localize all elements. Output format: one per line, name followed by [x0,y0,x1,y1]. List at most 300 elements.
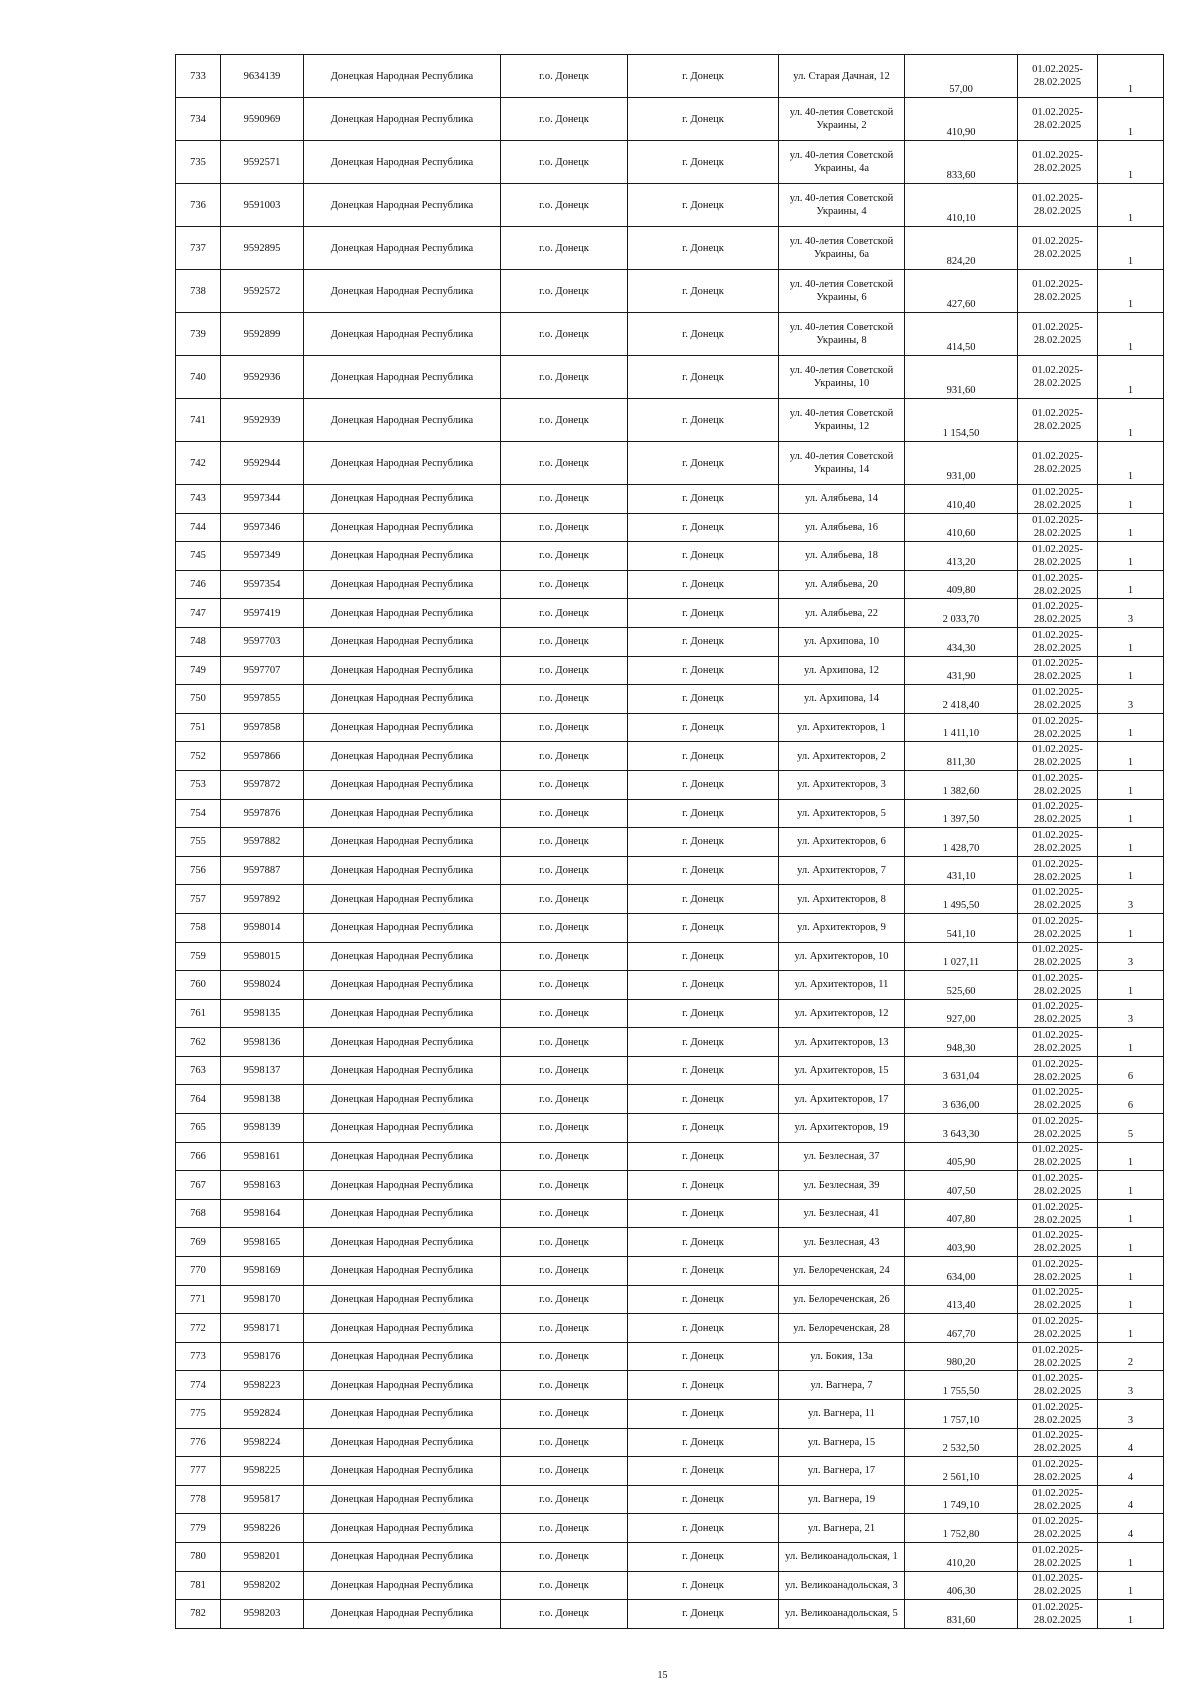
count-cell: 1 [1098,913,1164,942]
count-cell: 3 [1098,999,1164,1028]
object-id-cell: 9592899 [221,313,304,356]
address-cell: ул. Вагнера, 17 [779,1457,905,1486]
table-row [176,656,1164,685]
address-cell: ул. Архитекторов, 2 [779,742,905,771]
city-cell: г. Донецк [628,1314,779,1343]
city-cell: г. Донецк [628,356,779,399]
count-cell: 1 [1098,1257,1164,1286]
region-cell: Донецкая Народная Республика [304,770,501,799]
address-cell: ул. 40-летия Советской Украины, 4а [779,141,905,184]
region-cell: Донецкая Народная Республика [304,1371,501,1400]
object-id-cell: 9598224 [221,1428,304,1457]
row-number-cell: 761 [176,999,221,1028]
district-cell: г.о. Донецк [501,656,628,685]
area-cell: 1 755,50 [905,1371,1018,1400]
address-cell: ул. Белореченская, 28 [779,1314,905,1343]
period-cell: 01.02.2025-28.02.2025 [1018,799,1098,828]
period-cell: 01.02.2025-28.02.2025 [1018,227,1098,270]
period-cell: 01.02.2025-28.02.2025 [1018,656,1098,685]
area-cell: 1 382,60 [905,770,1018,799]
table-row [176,485,1164,514]
city-cell: г. Донецк [628,856,779,885]
period-cell: 01.02.2025-28.02.2025 [1018,770,1098,799]
city-cell: г. Донецк [628,270,779,313]
region-cell: Донецкая Народная Республика [304,1257,501,1286]
period-cell: 01.02.2025-28.02.2025 [1018,141,1098,184]
address-cell: ул. Архитекторов, 17 [779,1085,905,1114]
address-cell: ул. Архитекторов, 8 [779,885,905,914]
period-cell: 01.02.2025-28.02.2025 [1018,1199,1098,1228]
region-cell: Донецкая Народная Республика [304,184,501,227]
area-cell: 3 636,00 [905,1085,1018,1114]
city-cell: г. Донецк [628,1228,779,1257]
count-cell: 1 [1098,1571,1164,1600]
district-cell: г.о. Донецк [501,999,628,1028]
city-cell: г. Донецк [628,685,779,714]
table-row [176,542,1164,571]
object-id-cell: 9592895 [221,227,304,270]
address-cell: ул. Вагнера, 11 [779,1400,905,1429]
area-cell: 1 411,10 [905,713,1018,742]
row-number-cell: 780 [176,1542,221,1571]
area-cell: 409,80 [905,570,1018,599]
table-row [176,742,1164,771]
area-cell: 414,50 [905,313,1018,356]
object-id-cell: 9598203 [221,1600,304,1629]
period-cell: 01.02.2025-28.02.2025 [1018,313,1098,356]
row-number-cell: 742 [176,442,221,485]
city-cell: г. Донецк [628,942,779,971]
address-cell: ул. Архитекторов, 13 [779,1028,905,1057]
city-cell: г. Донецк [628,442,779,485]
district-cell: г.о. Донецк [501,356,628,399]
city-cell: г. Донецк [628,971,779,1000]
region-cell: Донецкая Народная Республика [304,542,501,571]
object-id-cell: 9598225 [221,1457,304,1486]
count-cell: 1 [1098,570,1164,599]
object-id-cell: 9597354 [221,570,304,599]
area-cell: 467,70 [905,1314,1018,1343]
city-cell: г. Донецк [628,1056,779,1085]
count-cell: 1 [1098,313,1164,356]
period-cell: 01.02.2025-28.02.2025 [1018,1542,1098,1571]
count-cell: 1 [1098,713,1164,742]
table-row [176,1028,1164,1057]
count-cell: 3 [1098,885,1164,914]
district-cell: г.о. Донецк [501,1142,628,1171]
region-cell: Донецкая Народная Республика [304,1028,501,1057]
city-cell: г. Донецк [628,55,779,98]
district-cell: г.о. Донецк [501,1400,628,1429]
object-id-cell: 9634139 [221,55,304,98]
count-cell: 1 [1098,656,1164,685]
row-number-cell: 773 [176,1342,221,1371]
city-cell: г. Донецк [628,1514,779,1543]
table-row [176,1600,1164,1629]
area-cell: 931,60 [905,356,1018,399]
address-cell: ул. 40-летия Советской Украины, 6 [779,270,905,313]
district-cell: г.о. Донецк [501,742,628,771]
row-number-cell: 762 [176,1028,221,1057]
table-row [176,98,1164,141]
object-id-cell: 9598014 [221,913,304,942]
row-number-cell: 767 [176,1171,221,1200]
city-cell: г. Донецк [628,1199,779,1228]
city-cell: г. Донецк [628,1342,779,1371]
address-cell: ул. Безлесная, 37 [779,1142,905,1171]
city-cell: г. Донецк [628,999,779,1028]
area-cell: 1 757,10 [905,1400,1018,1429]
count-cell: 1 [1098,971,1164,1000]
table-row [176,627,1164,656]
region-cell: Донецкая Народная Республика [304,1542,501,1571]
address-cell: ул. Архитекторов, 1 [779,713,905,742]
region-cell: Донецкая Народная Республика [304,1228,501,1257]
row-number-cell: 771 [176,1285,221,1314]
area-cell: 407,80 [905,1199,1018,1228]
region-cell: Донецкая Народная Республика [304,570,501,599]
object-id-cell: 9598136 [221,1028,304,1057]
table-row [176,227,1164,270]
region-cell: Донецкая Народная Республика [304,270,501,313]
count-cell: 3 [1098,685,1164,714]
area-cell: 1 154,50 [905,399,1018,442]
object-id-cell: 9598137 [221,1056,304,1085]
table-row [176,1171,1164,1200]
row-number-cell: 775 [176,1400,221,1429]
region-cell: Донецкая Народная Республика [304,1285,501,1314]
region-cell: Донецкая Народная Республика [304,1085,501,1114]
region-cell: Донецкая Народная Республика [304,1199,501,1228]
district-cell: г.о. Донецк [501,55,628,98]
row-number-cell: 776 [176,1428,221,1457]
address-cell: ул. Архитекторов, 7 [779,856,905,885]
table-row [176,1457,1164,1486]
count-cell: 1 [1098,799,1164,828]
count-cell: 1 [1098,542,1164,571]
region-cell: Донецкая Народная Республика [304,1400,501,1429]
area-cell: 434,30 [905,627,1018,656]
period-cell: 01.02.2025-28.02.2025 [1018,942,1098,971]
region-cell: Донецкая Народная Республика [304,1428,501,1457]
region-cell: Донецкая Народная Республика [304,742,501,771]
address-cell: ул. 40-летия Советской Украины, 10 [779,356,905,399]
address-cell: ул. 40-летия Советской Украины, 6а [779,227,905,270]
table-row [176,913,1164,942]
row-number-cell: 770 [176,1257,221,1286]
table-row [176,1228,1164,1257]
address-cell: ул. Бокия, 13а [779,1342,905,1371]
object-id-cell: 9598171 [221,1314,304,1343]
district-cell: г.о. Донецк [501,685,628,714]
table-row [176,1257,1164,1286]
object-id-cell: 9597349 [221,542,304,571]
area-cell: 927,00 [905,999,1018,1028]
address-cell: ул. Вагнера, 19 [779,1485,905,1514]
address-cell: ул. Безлесная, 41 [779,1199,905,1228]
city-cell: г. Донецк [628,770,779,799]
district-cell: г.о. Донецк [501,1028,628,1057]
period-cell: 01.02.2025-28.02.2025 [1018,999,1098,1028]
area-cell: 2 561,10 [905,1457,1018,1486]
row-number-cell: 741 [176,399,221,442]
district-cell: г.о. Донецк [501,1428,628,1457]
city-cell: г. Донецк [628,570,779,599]
city-cell: г. Донецк [628,1400,779,1429]
area-cell: 431,10 [905,856,1018,885]
period-cell: 01.02.2025-28.02.2025 [1018,1314,1098,1343]
district-cell: г.о. Донецк [501,570,628,599]
district-cell: г.о. Донецк [501,399,628,442]
district-cell: г.о. Донецк [501,513,628,542]
city-cell: г. Донецк [628,1542,779,1571]
object-id-cell: 9597419 [221,599,304,628]
row-number-cell: 754 [176,799,221,828]
period-cell: 01.02.2025-28.02.2025 [1018,1285,1098,1314]
district-cell: г.о. Донецк [501,1314,628,1343]
address-cell: ул. Алябьева, 20 [779,570,905,599]
area-cell: 824,20 [905,227,1018,270]
period-cell: 01.02.2025-28.02.2025 [1018,1428,1098,1457]
district-cell: г.о. Донецк [501,599,628,628]
table-row [176,770,1164,799]
address-cell: ул. Белореченская, 26 [779,1285,905,1314]
object-id-cell: 9591003 [221,184,304,227]
row-number-cell: 759 [176,942,221,971]
region-cell: Донецкая Народная Республика [304,971,501,1000]
object-id-cell: 9598176 [221,1342,304,1371]
region-cell: Донецкая Народная Республика [304,1514,501,1543]
city-cell: г. Донецк [628,1114,779,1143]
object-id-cell: 9592939 [221,399,304,442]
row-number-cell: 744 [176,513,221,542]
city-cell: г. Донецк [628,485,779,514]
address-cell: ул. Алябьева, 18 [779,542,905,571]
address-cell: ул. Алябьева, 16 [779,513,905,542]
object-id-cell: 9592571 [221,141,304,184]
object-id-cell: 9590969 [221,98,304,141]
region-cell: Донецкая Народная Республика [304,1342,501,1371]
object-id-cell: 9592824 [221,1400,304,1429]
period-cell: 01.02.2025-28.02.2025 [1018,713,1098,742]
district-cell: г.о. Донецк [501,856,628,885]
area-cell: 831,60 [905,1600,1018,1629]
object-id-cell: 9598226 [221,1514,304,1543]
page-number: 15 [657,1670,668,1681]
table-row [176,1285,1164,1314]
object-id-cell: 9597703 [221,627,304,656]
object-id-cell: 9597858 [221,713,304,742]
row-number-cell: 738 [176,270,221,313]
area-cell: 410,10 [905,184,1018,227]
address-cell: ул. Архитекторов, 6 [779,828,905,857]
period-cell: 01.02.2025-28.02.2025 [1018,856,1098,885]
table-row [176,442,1164,485]
district-cell: г.о. Донецк [501,1485,628,1514]
period-cell: 01.02.2025-28.02.2025 [1018,98,1098,141]
region-cell: Донецкая Народная Республика [304,1314,501,1343]
district-cell: г.о. Донецк [501,313,628,356]
table-row [176,1571,1164,1600]
address-cell: ул. Архитекторов, 3 [779,770,905,799]
area-cell: 1 027,11 [905,942,1018,971]
city-cell: г. Донецк [628,313,779,356]
object-id-cell: 9597882 [221,828,304,857]
object-id-cell: 9598164 [221,1199,304,1228]
table-row [176,570,1164,599]
period-cell: 01.02.2025-28.02.2025 [1018,1400,1098,1429]
area-cell: 410,40 [905,485,1018,514]
table-row [176,513,1164,542]
row-number-cell: 757 [176,885,221,914]
district-cell: г.о. Донецк [501,913,628,942]
count-cell: 1 [1098,627,1164,656]
object-id-cell: 9592572 [221,270,304,313]
object-id-cell: 9597872 [221,770,304,799]
region-cell: Донецкая Народная Республика [304,885,501,914]
city-cell: г. Донецк [628,227,779,270]
registry-table [175,54,1164,1629]
count-cell: 1 [1098,1542,1164,1571]
city-cell: г. Донецк [628,184,779,227]
region-cell: Донецкая Народная Республика [304,1600,501,1629]
address-cell: ул. 40-летия Советской Украины, 14 [779,442,905,485]
period-cell: 01.02.2025-28.02.2025 [1018,599,1098,628]
object-id-cell: 9598024 [221,971,304,1000]
region-cell: Донецкая Народная Республика [304,313,501,356]
object-id-cell: 9598135 [221,999,304,1028]
district-cell: г.о. Донецк [501,1600,628,1629]
count-cell: 2 [1098,1342,1164,1371]
district-cell: г.о. Донецк [501,1114,628,1143]
district-cell: г.о. Донецк [501,1342,628,1371]
region-cell: Донецкая Народная Республика [304,913,501,942]
count-cell: 1 [1098,141,1164,184]
city-cell: г. Донецк [628,1571,779,1600]
row-number-cell: 758 [176,913,221,942]
row-number-cell: 779 [176,1514,221,1543]
table-row [176,942,1164,971]
row-number-cell: 781 [176,1571,221,1600]
region-cell: Донецкая Народная Республика [304,1056,501,1085]
region-cell: Донецкая Народная Республика [304,1171,501,1200]
period-cell: 01.02.2025-28.02.2025 [1018,1342,1098,1371]
count-cell: 3 [1098,1371,1164,1400]
address-cell: ул. 40-летия Советской Украины, 8 [779,313,905,356]
city-cell: г. Донецк [628,542,779,571]
row-number-cell: 747 [176,599,221,628]
count-cell: 1 [1098,513,1164,542]
address-cell: ул. Белореченская, 24 [779,1257,905,1286]
count-cell: 3 [1098,942,1164,971]
row-number-cell: 745 [176,542,221,571]
row-number-cell: 737 [176,227,221,270]
city-cell: г. Донецк [628,1485,779,1514]
area-cell: 3 631,04 [905,1056,1018,1085]
area-cell: 811,30 [905,742,1018,771]
district-cell: г.о. Донецк [501,1056,628,1085]
area-cell: 2 418,40 [905,685,1018,714]
row-number-cell: 735 [176,141,221,184]
period-cell: 01.02.2025-28.02.2025 [1018,513,1098,542]
period-cell: 01.02.2025-28.02.2025 [1018,542,1098,571]
address-cell: ул. Алябьева, 22 [779,599,905,628]
period-cell: 01.02.2025-28.02.2025 [1018,1371,1098,1400]
table-row [176,1085,1164,1114]
table-row [176,1342,1164,1371]
district-cell: г.о. Донецк [501,1571,628,1600]
district-cell: г.о. Донецк [501,442,628,485]
row-number-cell: 753 [176,770,221,799]
address-cell: ул. Безлесная, 39 [779,1171,905,1200]
city-cell: г. Донецк [628,599,779,628]
region-cell: Донецкая Народная Республика [304,1485,501,1514]
area-cell: 410,20 [905,1542,1018,1571]
region-cell: Донецкая Народная Республика [304,1571,501,1600]
area-cell: 931,00 [905,442,1018,485]
count-cell: 1 [1098,1285,1164,1314]
city-cell: г. Донецк [628,713,779,742]
region-cell: Донецкая Народная Республика [304,227,501,270]
address-cell: ул. Архитекторов, 12 [779,999,905,1028]
period-cell: 01.02.2025-28.02.2025 [1018,1114,1098,1143]
area-cell: 541,10 [905,913,1018,942]
district-cell: г.о. Донецк [501,971,628,1000]
area-cell: 413,40 [905,1285,1018,1314]
table-row [176,1542,1164,1571]
district-cell: г.о. Донецк [501,770,628,799]
table-row [176,141,1164,184]
district-cell: г.о. Донецк [501,1228,628,1257]
row-number-cell: 777 [176,1457,221,1486]
row-number-cell: 752 [176,742,221,771]
object-id-cell: 9597707 [221,656,304,685]
address-cell: ул. 40-летия Советской Украины, 12 [779,399,905,442]
address-cell: ул. Старая Дачная, 12 [779,55,905,98]
area-cell: 948,30 [905,1028,1018,1057]
object-id-cell: 9598163 [221,1171,304,1200]
address-cell: ул. Вагнера, 15 [779,1428,905,1457]
city-cell: г. Донецк [628,885,779,914]
table-row [176,1314,1164,1343]
address-cell: ул. Архитекторов, 9 [779,913,905,942]
address-cell: ул. Архитекторов, 10 [779,942,905,971]
object-id-cell: 9592936 [221,356,304,399]
object-id-cell: 9597855 [221,685,304,714]
district-cell: г.о. Донецк [501,184,628,227]
city-cell: г. Донецк [628,1457,779,1486]
city-cell: г. Донецк [628,1257,779,1286]
table-row [176,313,1164,356]
district-cell: г.о. Донецк [501,799,628,828]
region-cell: Донецкая Народная Республика [304,55,501,98]
table-row [176,599,1164,628]
row-number-cell: 760 [176,971,221,1000]
row-number-cell: 774 [176,1371,221,1400]
count-cell: 1 [1098,1600,1164,1629]
district-cell: г.о. Донецк [501,1257,628,1286]
count-cell: 1 [1098,270,1164,313]
table-row [176,1400,1164,1429]
area-cell: 410,60 [905,513,1018,542]
table-row [176,885,1164,914]
period-cell: 01.02.2025-28.02.2025 [1018,356,1098,399]
region-cell: Донецкая Народная Республика [304,98,501,141]
object-id-cell: 9598015 [221,942,304,971]
region-cell: Донецкая Народная Республика [304,828,501,857]
object-id-cell: 9597346 [221,513,304,542]
area-cell: 405,90 [905,1142,1018,1171]
